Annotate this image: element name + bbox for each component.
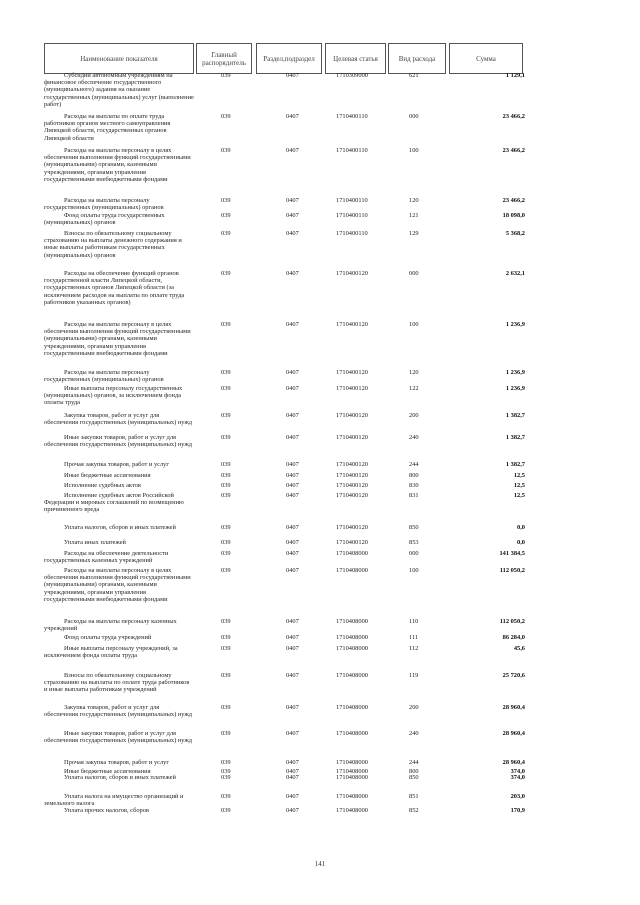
row-grbs: 039: [221, 524, 231, 531]
row-name: Уплата налогов, сборов и иных платежей: [64, 774, 176, 781]
row-razdel: 0407: [286, 321, 299, 328]
row-grbs: 039: [221, 567, 231, 574]
row-grbs: 039: [221, 412, 231, 419]
row-razdel: 0407: [286, 730, 299, 737]
row-target-article: 1710408000: [336, 730, 368, 737]
row-grbs: 039: [221, 704, 231, 711]
row-sum: 86 284,0: [502, 634, 525, 641]
row-sum: 28 960,4: [502, 759, 525, 766]
row-sum: 141 384,5: [499, 550, 525, 557]
row-grbs: 039: [221, 385, 231, 392]
row-name: Расходы на выплаты персоналу в целях обеспечения выполнения функций государственными (муниципальными) органами, казенными учреждениями, органами управления государственными внебюджетными фондами: [44, 321, 191, 357]
row-name: Прочая закупка товаров, работ и услуг: [64, 461, 169, 468]
row-target-article: 1710408000: [336, 618, 368, 625]
row-razdel: 0407: [286, 618, 299, 625]
row-sum: 374,0: [510, 774, 525, 781]
row-razdel: 0407: [286, 72, 299, 79]
row-grbs: 039: [221, 461, 231, 468]
row-name: Прочая закупка товаров, работ и услуг: [64, 759, 169, 766]
row-razdel: 0407: [286, 212, 299, 219]
row-razdel: 0407: [286, 774, 299, 781]
row-name: Фонд оплаты труда государственных (муниципальных) органов: [44, 212, 165, 227]
row-razdel: 0407: [286, 634, 299, 641]
row-sum: 12,5: [513, 492, 525, 499]
row-expense-type: 200: [409, 412, 419, 419]
row-target-article: 1710400120: [336, 369, 368, 376]
row-grbs: 039: [221, 634, 231, 641]
row-target-article: 1710408000: [336, 768, 368, 775]
row-grbs: 039: [221, 672, 231, 679]
row-grbs: 039: [221, 550, 231, 557]
row-target-article: 1710400110: [336, 113, 368, 120]
row-sum: 203,0: [510, 793, 525, 800]
row-razdel: 0407: [286, 645, 299, 652]
row-target-article: 1710400120: [336, 461, 368, 468]
header-grbs-cell: Главный распорядитель: [196, 43, 252, 74]
row-name: Иные закупки товаров, работ и услуг для обеспечения государственных (муниципальных) нужд: [44, 434, 193, 449]
row-expense-type: 100: [409, 321, 419, 328]
row-expense-type: 240: [409, 434, 419, 441]
row-razdel: 0407: [286, 807, 299, 814]
row-expense-type: 830: [409, 482, 419, 489]
row-expense-type: 831: [409, 492, 419, 499]
row-grbs: 039: [221, 730, 231, 737]
row-target-article: 1710408000: [336, 634, 368, 641]
row-sum: 1 236,9: [505, 385, 525, 392]
row-razdel: 0407: [286, 385, 299, 392]
row-sum: 28 960,4: [502, 704, 525, 711]
row-expense-type: 100: [409, 567, 419, 574]
row-target-article: 1710408000: [336, 645, 368, 652]
row-target-article: 1710408000: [336, 807, 368, 814]
row-razdel: 0407: [286, 492, 299, 499]
row-expense-type: 120: [409, 369, 419, 376]
row-sum: 12,5: [513, 482, 525, 489]
row-sum: 23 466,2: [502, 147, 525, 154]
row-expense-type: 120: [409, 197, 419, 204]
page-number: 141: [314, 860, 326, 868]
row-grbs: 039: [221, 759, 231, 766]
row-razdel: 0407: [286, 759, 299, 766]
row-sum: 25 720,6: [502, 672, 525, 679]
row-grbs: 039: [221, 212, 231, 219]
row-target-article: 1710400120: [336, 482, 368, 489]
row-sum: 28 960,4: [502, 730, 525, 737]
row-grbs: 039: [221, 793, 231, 800]
row-name: Взносы по обязательному социальному страхованию на выплаты денежного содержания и иные выплаты работникам государственных (муниципальных) органов: [44, 230, 182, 259]
row-target-article: 1710408000: [336, 672, 368, 679]
row-expense-type: 851: [409, 793, 419, 800]
row-target-article: 1710408000: [336, 774, 368, 781]
row-razdel: 0407: [286, 550, 299, 557]
row-sum: 1 382,7: [505, 461, 525, 468]
row-expense-type: 119: [409, 672, 419, 679]
row-grbs: 039: [221, 618, 231, 625]
row-sum: 1 129,1: [505, 72, 525, 79]
row-name: Уплата иных платежей: [64, 539, 126, 546]
row-expense-type: 850: [409, 524, 419, 531]
row-target-article: 1710400120: [336, 434, 368, 441]
row-sum: 5 368,2: [505, 230, 525, 237]
row-razdel: 0407: [286, 704, 299, 711]
row-sum: 112 050,2: [499, 618, 525, 625]
row-name: Расходы на выплаты персоналу государственных (муниципальных) органов: [44, 197, 164, 212]
row-expense-type: 853: [409, 539, 419, 546]
row-name: Взносы по обязательному социальному страхованию на выплаты по оплате труда работников и иные выплаты работникам учреждений: [44, 672, 190, 694]
row-expense-type: 850: [409, 774, 419, 781]
row-expense-type: 000: [409, 550, 419, 557]
row-razdel: 0407: [286, 147, 299, 154]
row-razdel: 0407: [286, 270, 299, 277]
row-sum: 23 466,2: [502, 197, 525, 204]
row-razdel: 0407: [286, 539, 299, 546]
row-expense-type: 200: [409, 704, 419, 711]
row-razdel: 0407: [286, 197, 299, 204]
row-target-article: 1710400120: [336, 524, 368, 531]
row-name: Исполнение судебных актов Российской Федерации и мировых соглашений по возмещению причиненного вреда: [44, 492, 184, 514]
row-sum: 0,0: [517, 539, 525, 546]
header-name-cell: Наименование показателя: [44, 43, 194, 74]
row-sum: 170,9: [510, 807, 525, 814]
row-grbs: 039: [221, 197, 231, 204]
row-razdel: 0407: [286, 113, 299, 120]
header-razdel-cell: Раздел,подраздел: [256, 43, 322, 74]
row-grbs: 039: [221, 72, 231, 79]
row-name: Фонд оплаты труда учреждений: [64, 634, 152, 641]
row-expense-type: 244: [409, 461, 419, 468]
row-expense-type: 122: [409, 385, 419, 392]
row-razdel: 0407: [286, 434, 299, 441]
row-expense-type: 244: [409, 759, 419, 766]
row-name: Иные бюджетные ассигнования: [64, 768, 151, 775]
row-grbs: 039: [221, 492, 231, 499]
row-expense-type: 121: [409, 212, 419, 219]
row-razdel: 0407: [286, 524, 299, 531]
row-grbs: 039: [221, 472, 231, 479]
row-expense-type: 800: [409, 768, 419, 775]
row-razdel: 0407: [286, 412, 299, 419]
row-target-article: 1710309000: [336, 72, 368, 79]
row-target-article: 1710408000: [336, 567, 368, 574]
row-expense-type: 111: [409, 634, 419, 641]
row-target-article: 1710400110: [336, 147, 368, 154]
row-expense-type: 000: [409, 270, 419, 277]
row-name: Расходы на обеспечение деятельности государственных казенных учреждений: [44, 550, 169, 565]
row-name: Иные выплаты персоналу государственных (муниципальных) органов, за исключением фонда оплаты труда: [44, 385, 183, 407]
header-cs-cell: Целевая статья: [325, 43, 386, 74]
row-name: Расходы на выплаты персоналу казенных учреждений: [44, 618, 177, 633]
row-name: Субсидии автономным учреждениям на финансовое обеспечение государственного (муниципального) задания на оказание государственных (муниципальных) услуг (выполнение работ): [44, 72, 194, 108]
row-sum: 374,0: [510, 768, 525, 775]
row-target-article: 1710408000: [336, 550, 368, 557]
row-razdel: 0407: [286, 672, 299, 679]
row-razdel: 0407: [286, 461, 299, 468]
row-expense-type: 110: [409, 618, 419, 625]
row-target-article: 1710400120: [336, 492, 368, 499]
row-razdel: 0407: [286, 768, 299, 775]
row-grbs: 039: [221, 774, 231, 781]
row-grbs: 039: [221, 321, 231, 328]
row-target-article: 1710408000: [336, 793, 368, 800]
row-name: Расходы на выплаты по оплате труда работников органов местного самоуправления Липецкой области, государственных органов Липецкой области: [44, 113, 171, 142]
row-sum: 2 632,1: [505, 270, 525, 277]
row-target-article: 1710408000: [336, 704, 368, 711]
row-expense-type: 112: [409, 645, 419, 652]
row-grbs: 039: [221, 768, 231, 775]
row-expense-type: 800: [409, 472, 419, 479]
row-grbs: 039: [221, 807, 231, 814]
row-razdel: 0407: [286, 482, 299, 489]
row-target-article: 1710400120: [336, 472, 368, 479]
row-name: Уплата прочих налогов, сборов: [64, 807, 149, 814]
row-name: Иные закупки товаров, работ и услуг для обеспечения государственных (муниципальных) нужд: [44, 730, 193, 745]
row-sum: 45,6: [513, 645, 525, 652]
row-sum: 1 382,7: [505, 434, 525, 441]
row-target-article: 1710400110: [336, 197, 368, 204]
row-target-article: 1710400110: [336, 230, 368, 237]
row-name: Расходы на обеспечение функций органов государственной власти Липецкой области, государственных органов Липецкой области (за исключением расходов на выплаты по оплате труда работников указанных органов): [44, 270, 185, 306]
row-name: Иные бюджетные ассигнования: [64, 472, 151, 479]
row-target-article: 1710400120: [336, 412, 368, 419]
row-sum: 12,5: [513, 472, 525, 479]
row-razdel: 0407: [286, 567, 299, 574]
row-grbs: 039: [221, 230, 231, 237]
row-sum: 112 050,2: [499, 567, 525, 574]
header-vr-cell: Вид расхода: [388, 43, 446, 74]
row-sum: 18 098,0: [502, 212, 525, 219]
row-sum: 1 236,9: [505, 321, 525, 328]
row-grbs: 039: [221, 645, 231, 652]
row-name: Закупка товаров, работ и услуг для обеспечения государственных (муниципальных) нужд: [44, 412, 193, 427]
row-name: Расходы на выплаты персоналу в целях обеспечения выполнения функций государственными (муниципальными) органами, казенными учреждениями, органами управления государственными внебюджетными фондами: [44, 147, 191, 183]
row-grbs: 039: [221, 113, 231, 120]
row-grbs: 039: [221, 270, 231, 277]
row-razdel: 0407: [286, 369, 299, 376]
row-target-article: 1710400120: [336, 321, 368, 328]
row-grbs: 039: [221, 434, 231, 441]
row-expense-type: 100: [409, 147, 419, 154]
row-name: Расходы на выплаты персоналу государственных (муниципальных) органов: [44, 369, 164, 384]
row-grbs: 039: [221, 539, 231, 546]
row-sum: 23 466,2: [502, 113, 525, 120]
row-expense-type: 240: [409, 730, 419, 737]
row-razdel: 0407: [286, 793, 299, 800]
row-expense-type: 621: [409, 72, 419, 79]
row-name: Иные выплаты персоналу учреждений, за исключением фонда оплаты труда: [44, 645, 178, 660]
row-target-article: 1710400120: [336, 539, 368, 546]
row-grbs: 039: [221, 147, 231, 154]
row-razdel: 0407: [286, 472, 299, 479]
row-expense-type: 129: [409, 230, 419, 237]
row-name: Уплата налога на имущество организаций и земельного налога: [44, 793, 184, 808]
row-grbs: 039: [221, 482, 231, 489]
row-sum: 1 382,7: [505, 412, 525, 419]
row-sum: 0,0: [517, 524, 525, 531]
row-grbs: 039: [221, 369, 231, 376]
row-name: Уплата налогов, сборов и иных платежей: [64, 524, 176, 531]
row-target-article: 1710400120: [336, 270, 368, 277]
row-name: Расходы на выплаты персоналу в целях обеспечения выполнения функций государственными (муниципальными) органами, казенными учреждениями, органами управления государственными внебюджетными фондами: [44, 567, 191, 603]
row-razdel: 0407: [286, 230, 299, 237]
row-sum: 1 236,9: [505, 369, 525, 376]
header-sum-cell: Сумма: [449, 43, 523, 74]
row-expense-type: 000: [409, 113, 419, 120]
row-name: Закупка товаров, работ и услуг для обеспечения государственных (муниципальных) нужд: [44, 704, 193, 719]
row-target-article: 1710408000: [336, 759, 368, 766]
row-expense-type: 852: [409, 807, 419, 814]
row-target-article: 1710400110: [336, 212, 368, 219]
row-target-article: 1710400120: [336, 385, 368, 392]
row-name: Исполнение судебных актов: [64, 482, 141, 489]
